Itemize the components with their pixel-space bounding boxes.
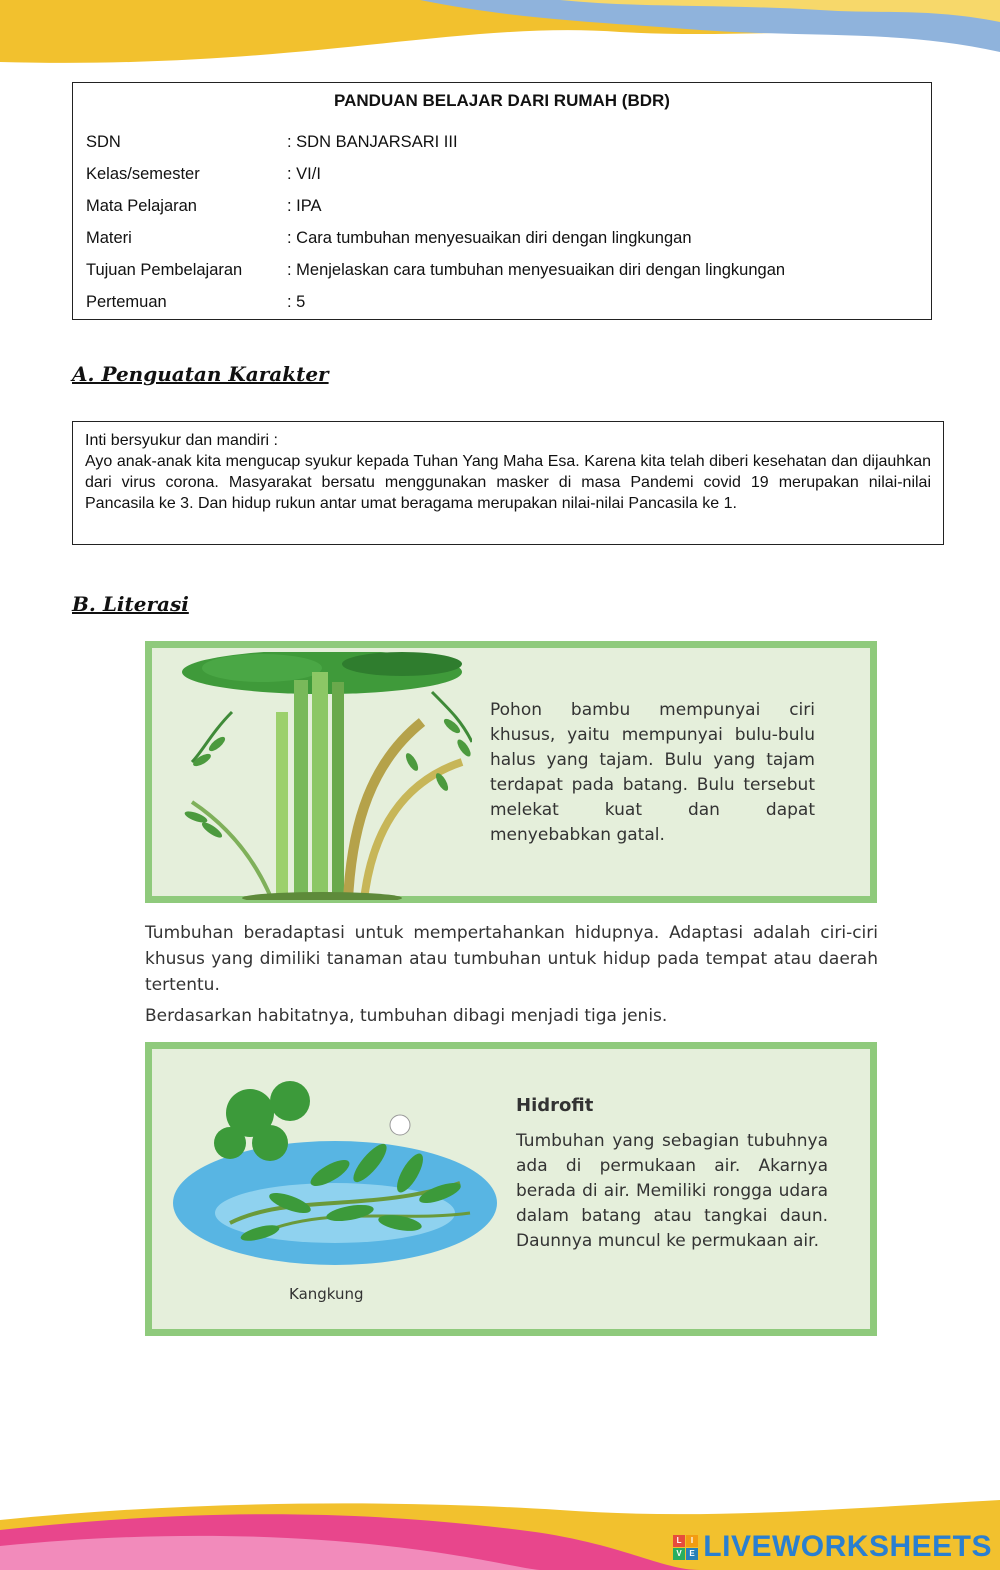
bamboo-illustration <box>172 652 472 900</box>
info-value-pertemuan: : 5 <box>287 293 306 311</box>
info-label-tujuan: Tujuan Pembelajaran <box>86 261 243 279</box>
info-title: PANDUAN BELAJAR DARI RUMAH (BDR) <box>334 91 670 110</box>
logo-letter-i: I <box>686 1535 698 1547</box>
section-a-heading: A. Penguatan Karakter <box>72 362 329 386</box>
info-value-tujuan: : Menjelaskan cara tumbuhan menyesuaikan diri dengan lingkungan <box>287 261 786 279</box>
character-box-title: Inti bersyukur dan mandiri : <box>85 432 278 449</box>
kangkung-caption: Kangkung <box>289 1285 364 1303</box>
info-label-mapel: Mata Pelajaran <box>86 197 197 215</box>
info-label-kelas: Kelas/semester <box>86 165 200 183</box>
character-box-body: Ayo anak-anak kita mengucap syukur kepada Tuhan Yang Maha Esa. Karena kita telah diberi kesehatan dan dijauhkan dari virus corona. Masyarakat bersatu menggunakan masker di masa Pandemi covid 19 merupakan nilai-nilai Pancasila ke 3. Dan hidup rukun antar umat beragama merupakan nilai-nilai Pancasila ke 1. <box>85 453 931 512</box>
info-label-materi: Materi <box>86 229 132 247</box>
bamboo-description: Pohon bambu mempunyai ciri khusus, yaitu mempunyai bulu-bulu halus yang tajam. Bulu yang tajam terdapat pada batang. Bulu tersebut melekat kuat dan dapat menyebabkan gatal. <box>490 700 815 845</box>
logo-letter-v: V <box>673 1548 685 1560</box>
hidrofit-title: Hidrofit <box>516 1095 594 1116</box>
info-value-kelas: : VI/I <box>287 165 321 183</box>
bamboo-panel <box>145 641 877 903</box>
top-wave-decoration <box>0 0 1000 80</box>
logo-letter-e: E <box>686 1548 698 1560</box>
hidrofit-panel <box>145 1042 877 1336</box>
info-label-sdn: SDN <box>86 133 121 151</box>
hidrofit-description: Tumbuhan yang sebagian tubuhnya ada di permukaan air. Akarnya berada di air. Memiliki rongga udara dalam batang atau tangkai daun. Daunnya muncul ke permukaan air. <box>516 1131 828 1251</box>
character-box <box>72 421 944 545</box>
kangkung-illustration <box>170 1073 500 1303</box>
logo-letter-l: L <box>673 1535 685 1547</box>
info-label-pertemuan: Pertemuan <box>86 293 167 311</box>
info-value-sdn: : SDN BANJARSARI III <box>287 133 458 151</box>
section-b-heading: B. Literasi <box>72 592 189 616</box>
liveworksheets-logo[interactable] <box>673 1530 992 1564</box>
info-value-materi: : Cara tumbuhan menyesuaikan diri dengan lingkungan <box>287 229 692 247</box>
liveworksheets-text: LIVEWORKSHEETS <box>703 1530 992 1563</box>
liveworksheets-icon <box>673 1535 698 1560</box>
habitat-paragraph: Berdasarkan habitatnya, tumbuhan dibagi menjadi tiga jenis. <box>145 1006 668 1026</box>
info-box <box>72 82 932 320</box>
adaptation-paragraph: Tumbuhan beradaptasi untuk mempertahankan hidupnya. Adaptasi adalah ciri-ciri khusus yang dimiliki tanaman atau tumbuhan untuk hidup pada tempat atau daerah tertentu. <box>145 923 878 995</box>
info-value-mapel: : IPA <box>287 197 322 215</box>
